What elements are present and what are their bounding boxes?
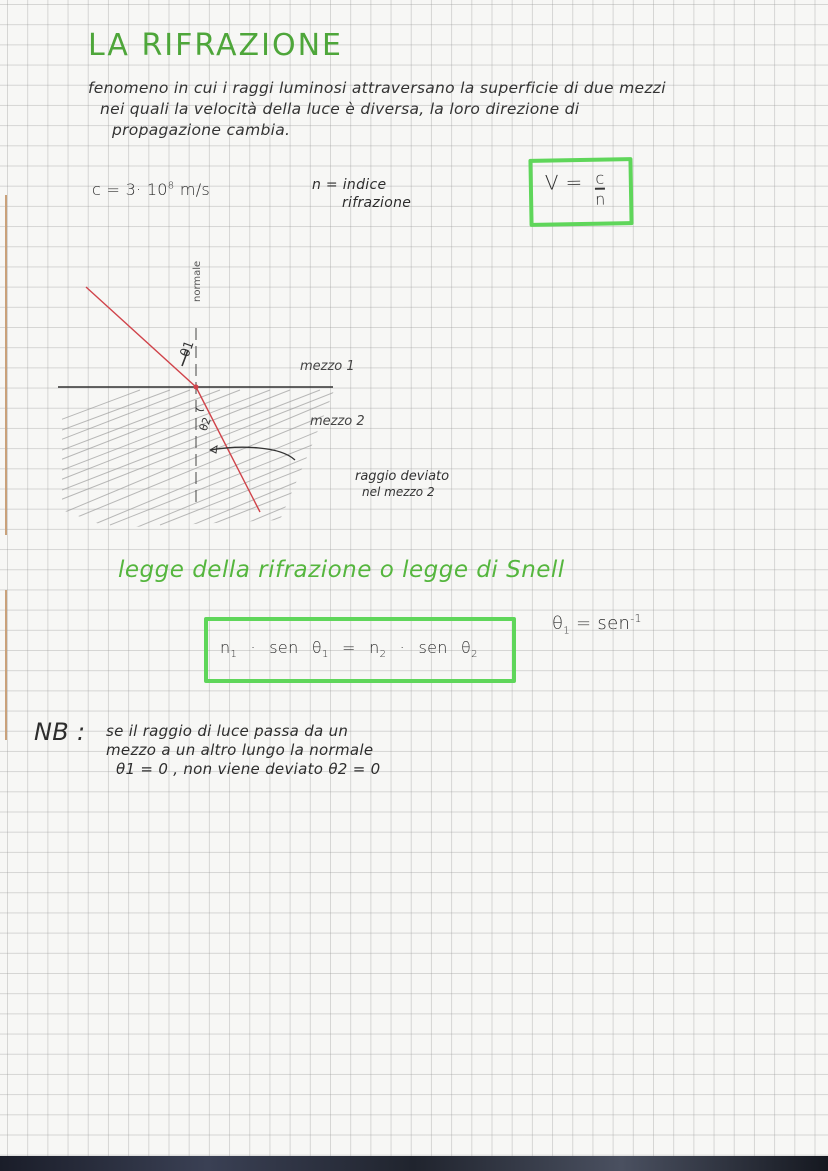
eq-term: · sen θ bbox=[250, 638, 322, 657]
fraction-denominator: n bbox=[594, 189, 606, 209]
velocity-fraction bbox=[595, 170, 606, 210]
formula-superscript: -1 bbox=[630, 612, 642, 625]
theta2-arc bbox=[196, 408, 204, 411]
medium2-hatching bbox=[60, 390, 350, 528]
refraction-diagram bbox=[50, 240, 490, 530]
eq-subscript: 2 bbox=[379, 649, 387, 661]
incidence-point bbox=[194, 385, 199, 390]
eq-equals: = bbox=[342, 638, 356, 657]
nota-bene-text bbox=[106, 722, 381, 779]
fraction-numerator: c bbox=[595, 170, 606, 190]
definition-line: propagazione cambia. bbox=[112, 121, 291, 139]
deviated-ray-label: nel mezzo 2 bbox=[362, 485, 435, 499]
eq-subscript: 2 bbox=[471, 649, 478, 661]
snell-law-title: legge della rifrazione o legge di Snell bbox=[118, 557, 565, 583]
eq-subscript: 1 bbox=[321, 649, 329, 661]
medium1-label: mezzo 1 bbox=[300, 359, 355, 374]
formula-subscript: 1 bbox=[563, 625, 570, 637]
medium2-label: mezzo 2 bbox=[310, 414, 365, 429]
definition-line: nei quali la velocità della luce è diversa, la loro direzione di bbox=[100, 100, 580, 118]
nb-line: mezzo a un altro lungo la normale bbox=[106, 741, 374, 759]
snell-law-box bbox=[204, 617, 516, 683]
paper-margin-edge bbox=[5, 590, 7, 740]
note-line: rifrazione bbox=[342, 195, 412, 211]
note-line: n = indice bbox=[312, 177, 387, 193]
inverse-sine-formula bbox=[552, 612, 642, 637]
velocity-formula-box bbox=[528, 157, 633, 227]
paper-margin-edge bbox=[5, 195, 7, 535]
speed-of-light-formula bbox=[92, 180, 210, 199]
eq-term: n bbox=[220, 638, 231, 657]
formula-lhs: c = 3· 10 bbox=[92, 180, 168, 199]
normal-label: normale bbox=[192, 260, 203, 302]
nb-line: se il raggio di luce passa da un bbox=[106, 722, 349, 740]
formula-unit: m/s bbox=[174, 180, 211, 199]
eq-term: · sen θ bbox=[399, 638, 472, 657]
incident-ray bbox=[86, 287, 196, 387]
formula-term: θ bbox=[552, 613, 564, 634]
theta2-label: θ2 bbox=[196, 415, 214, 433]
velocity-lhs: V = bbox=[544, 169, 583, 195]
page-title: LA RIFRAZIONE bbox=[88, 28, 343, 63]
theta1-label: θ1 bbox=[177, 338, 198, 360]
definition-paragraph bbox=[88, 78, 768, 141]
deviated-ray-label: raggio deviato bbox=[355, 469, 450, 484]
refraction-index-note bbox=[312, 176, 411, 212]
definition-line: fenomeno in cui i raggi luminosi attraversano la superficie di due mezzi bbox=[88, 79, 666, 97]
photo-background-edge bbox=[0, 1156, 828, 1171]
nota-bene-label: NB : bbox=[34, 718, 86, 746]
formula-term: = sen bbox=[570, 613, 631, 634]
snell-equation bbox=[220, 638, 478, 660]
formula-exponent: 8 bbox=[167, 180, 175, 192]
eq-term: n bbox=[369, 638, 380, 657]
nb-line: θ1 = 0 , non viene deviato θ2 = 0 bbox=[116, 760, 381, 778]
eq-subscript: 1 bbox=[230, 649, 238, 661]
